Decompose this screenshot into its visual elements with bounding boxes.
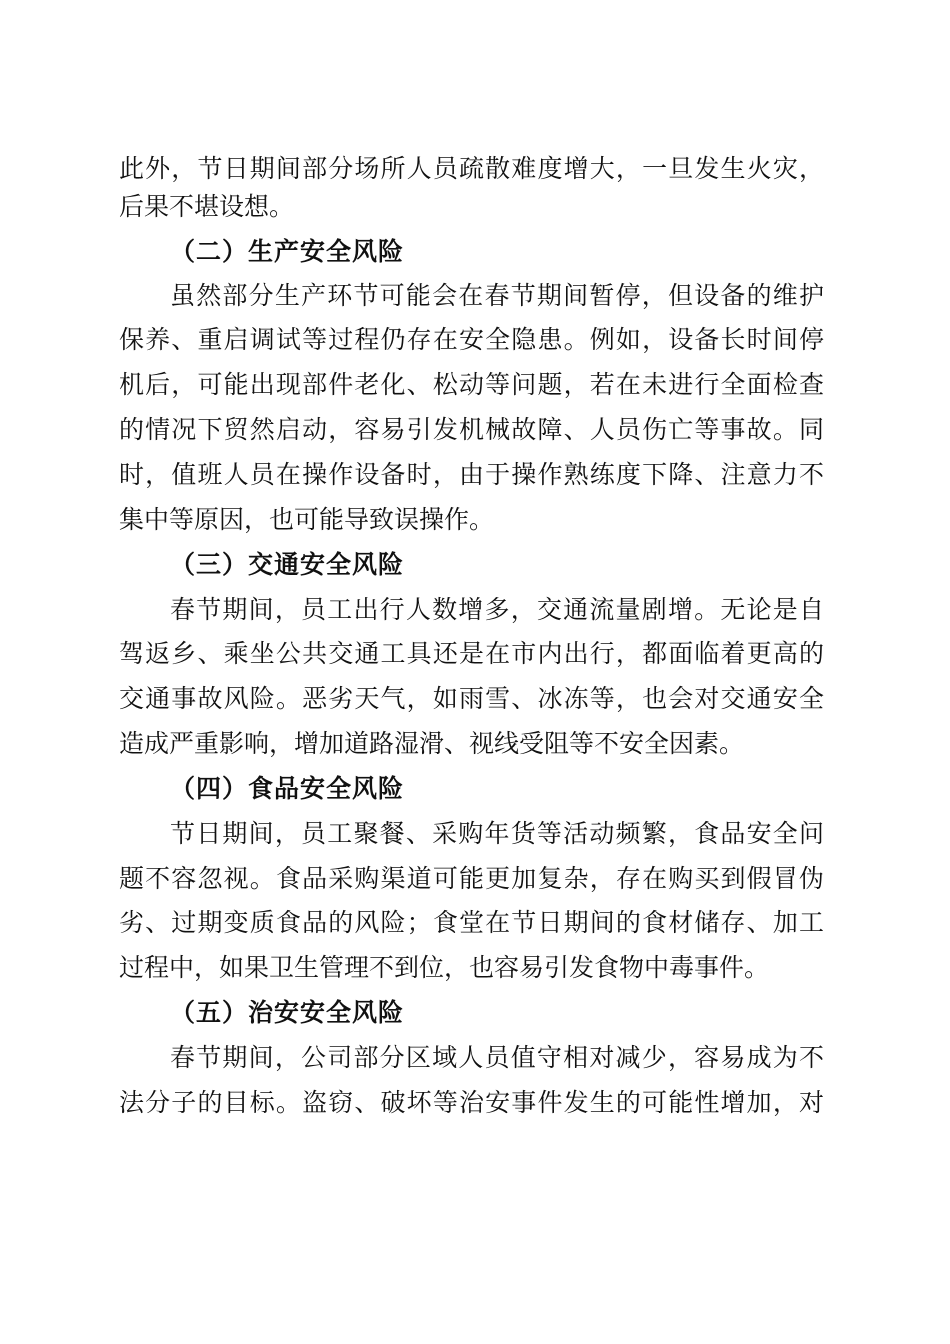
paragraph-line: 春节期间，员工出行人数增多，交通流量剧增。无论是自 [170, 595, 824, 624]
section-heading-production-safety: （二）生产安全风险 [170, 237, 405, 266]
paragraph-line: 机后，可能出现部件老化、松动等问题，若在未进行全面检查 [119, 370, 824, 399]
paragraph-line: 保养、重启调试等过程仍存在安全隐患。例如，设备长时间停 [119, 325, 824, 354]
paragraph-line: 造成严重影响，增加道路湿滑、视线受阻等不安全因素。 [119, 729, 745, 758]
paragraph-line: 虽然部分生产环节可能会在春节期间暂停，但设备的维护 [170, 281, 824, 310]
paragraph-line: 集中等原因，也可能导致误操作。 [119, 505, 495, 534]
paragraph-line: 时，值班人员在操作设备时，由于操作熟练度下降、注意力不 [119, 460, 824, 489]
paragraph-line: 节日期间，员工聚餐、采购年货等活动频繁，食品安全问 [170, 819, 824, 848]
paragraph-line: 法分子的目标。盗窃、破坏等治安事件发生的可能性增加，对 [119, 1088, 824, 1117]
section-heading-traffic-safety: （三）交通安全风险 [170, 550, 405, 579]
paragraph-line: 此外，节日期间部分场所人员疏散难度增大，一旦发生火灾， [119, 154, 824, 183]
paragraph-line: 驾返乡、乘坐公共交通工具还是在市内出行，都面临着更高的 [119, 639, 824, 668]
paragraph-line: 春节期间，公司部分区域人员值守相对减少，容易成为不 [170, 1043, 824, 1072]
paragraph-line: 的情况下贸然启动，容易引发机械故障、人员伤亡等事故。同 [119, 415, 824, 444]
section-heading-public-security: （五）治安安全风险 [170, 998, 405, 1027]
paragraph-line: 劣、过期变质食品的风险；食堂在节日期间的食材储存、加工 [119, 908, 824, 937]
section-heading-food-safety: （四）食品安全风险 [170, 774, 405, 803]
paragraph-line: 题不容忽视。食品采购渠道可能更加复杂，存在购买到假冒伪 [119, 864, 824, 893]
paragraph-line: 交通事故风险。恶劣天气，如雨雪、冰冻等，也会对交通安全 [119, 684, 824, 713]
paragraph-line: 过程中，如果卫生管理不到位，也容易引发食物中毒事件。 [119, 953, 770, 982]
paragraph-line: 后果不堪设想。 [119, 192, 295, 221]
